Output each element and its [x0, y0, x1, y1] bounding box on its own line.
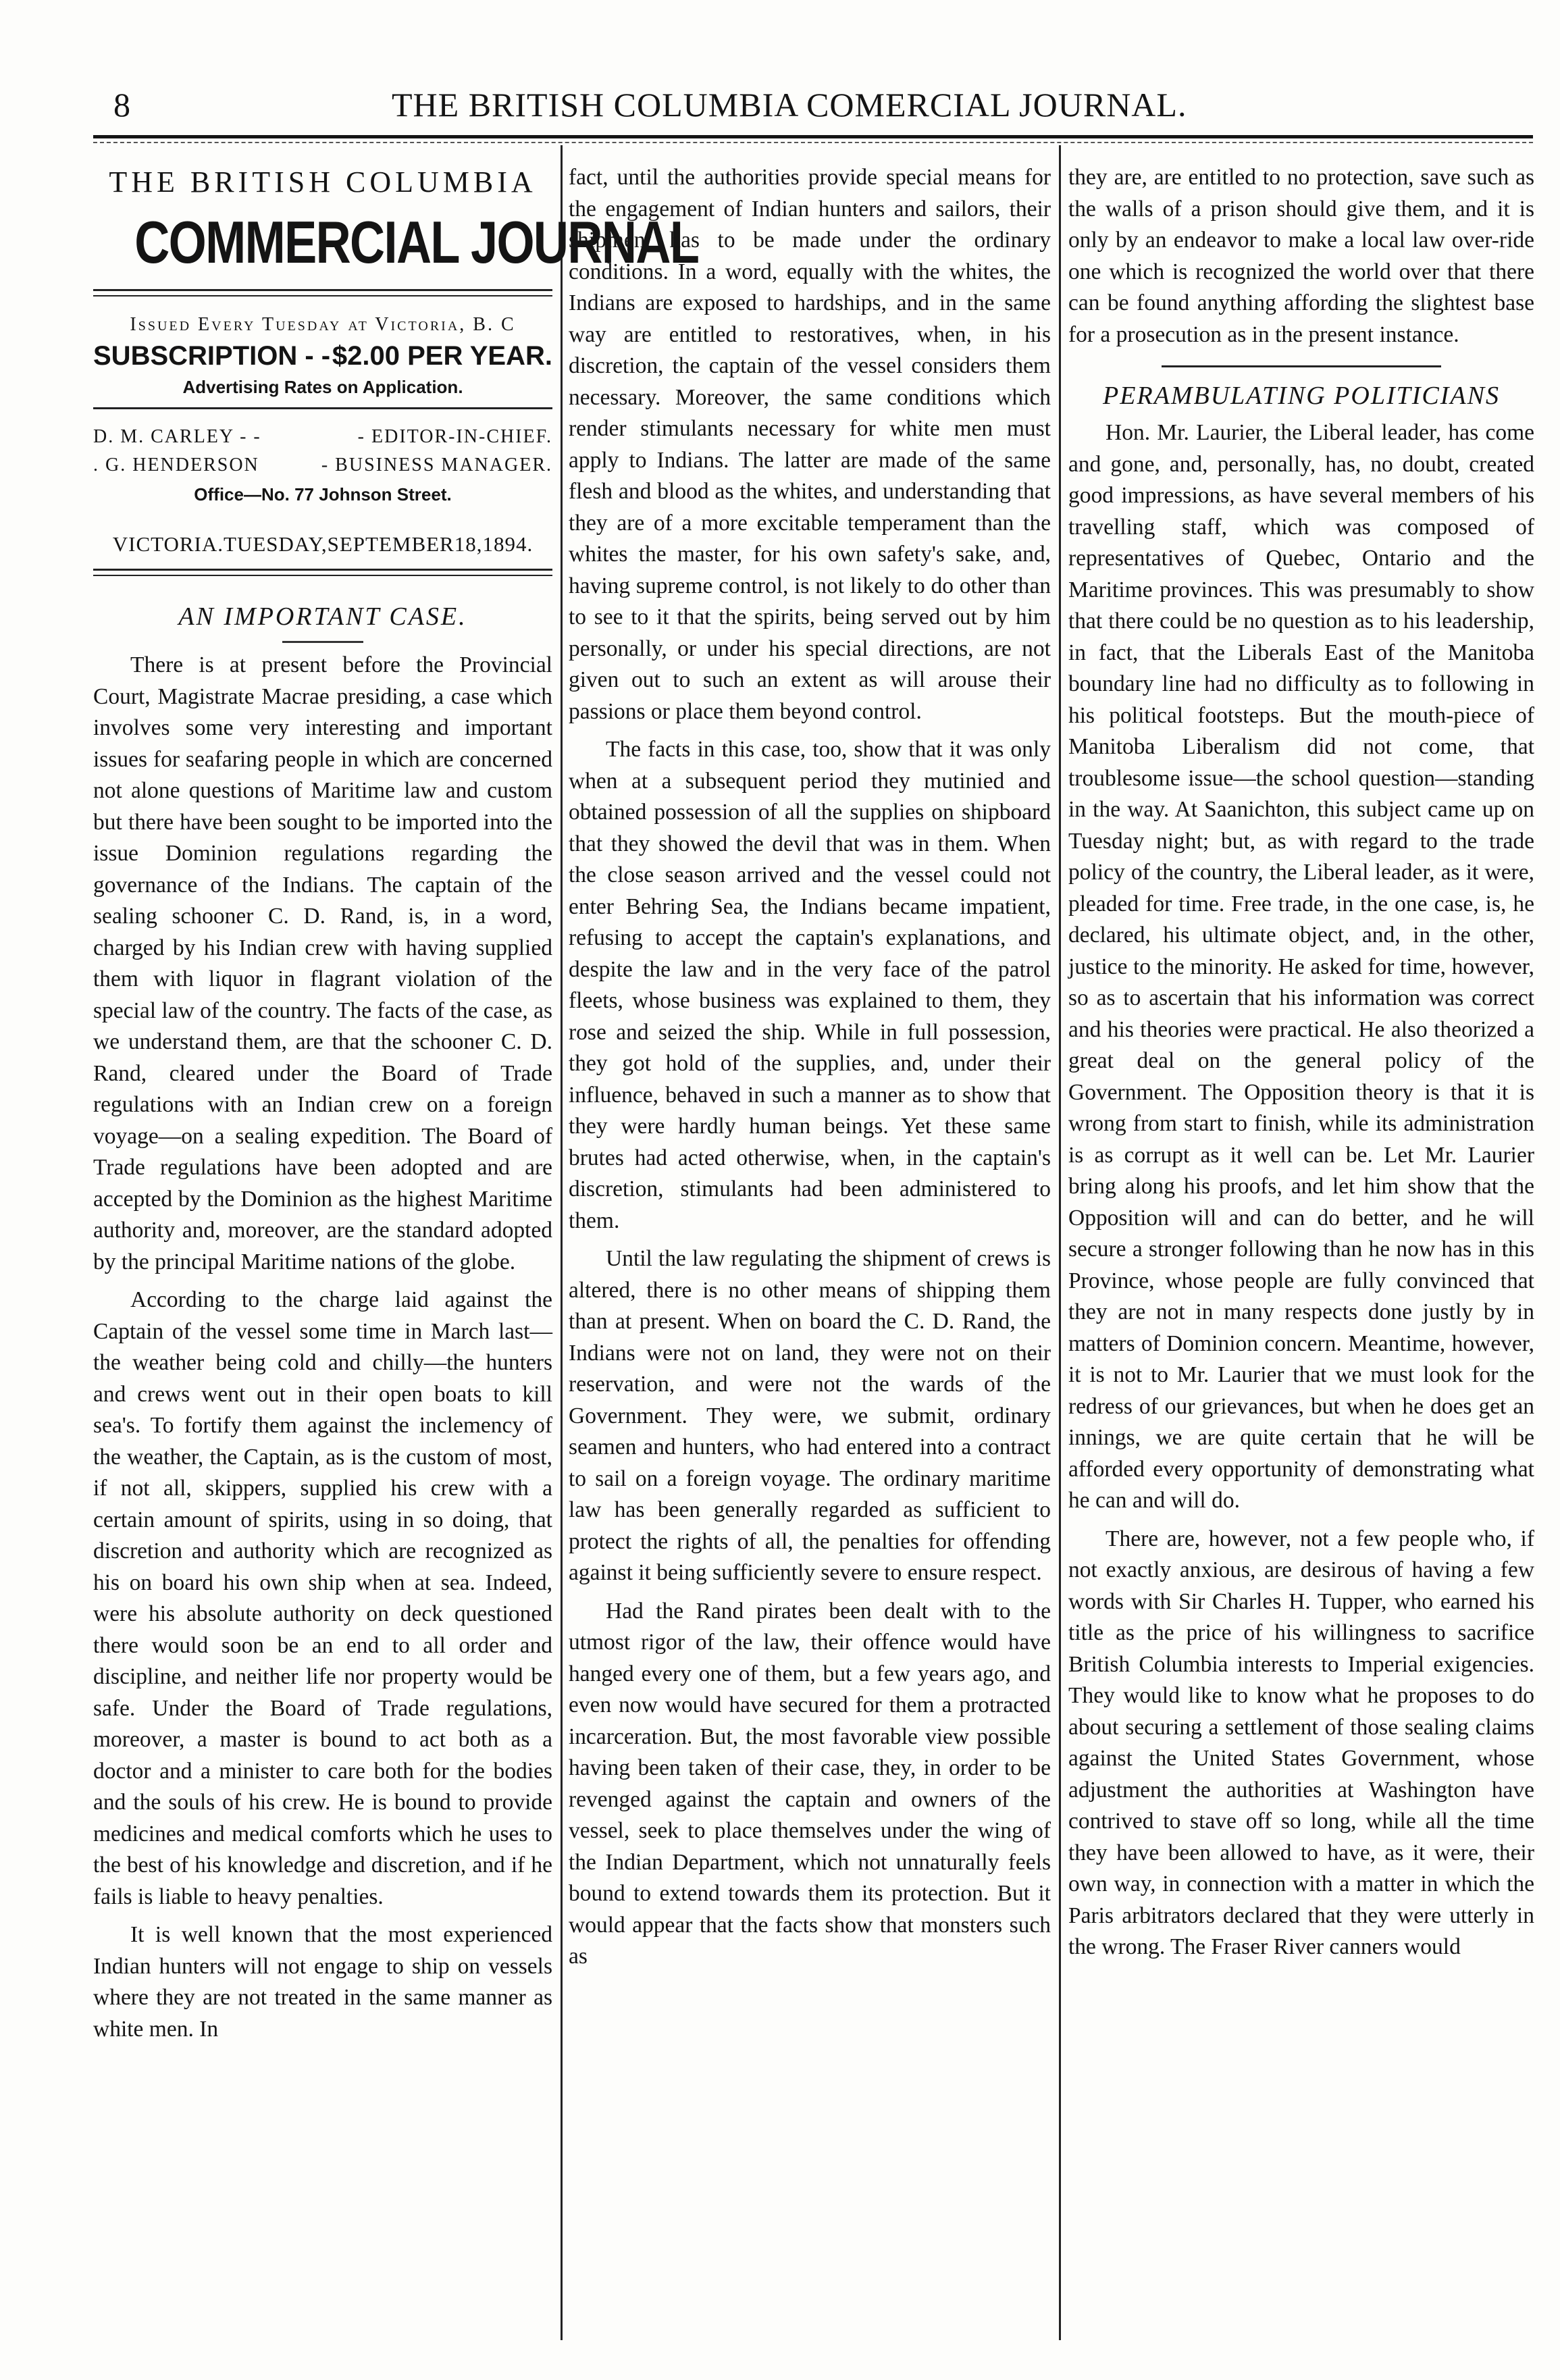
advertising-note: Advertising Rates on Application. — [182, 377, 463, 397]
column-1 — [93, 162, 699, 2364]
dateline: VICTORIA.TUESDAY,SEPTEMBER18,1894. — [112, 532, 534, 556]
header-rule-dashed — [93, 142, 1533, 143]
staff-role: - BUSINESS MANAGER. — [321, 455, 552, 475]
issue-line: Issued Every Tuesday at Victoria, B. C — [130, 314, 516, 335]
headline-rule — [282, 641, 363, 643]
subscription-label: SUBSCRIPTION - - — [93, 341, 331, 371]
article-paragraph: they are, are entitled to no protection, save such as the walls of a prison should give them, and it is only by an endeavor to make a local law over-ride one which is recognized the world over that there can be found anything affording the slightest base for a prosecution as in the present instance. — [1068, 165, 1534, 347]
article-paragraph: Had the Rand pirates been dealt with to the utmost rigor of the law, their offence would have hanged every one of them, but a few years ago, and even now would have secured for them a protracted incarceration. But, the most favorable view possible having been taken of their case, they, in order to be revenged against the captain and owners of the vessel, seek to place themselves under the wing of the Indian Department, which not unnaturally feels bound to extend towards them its protection. But it would appear that the facts show that monsters such as — [569, 1598, 1051, 1969]
staff-name: . G. HENDERSON — [93, 455, 259, 475]
article-paragraph: The facts in this case, too, show that it was only when at a subsequent period they mutinied and obtained possession of all the supplies on shipboard that they showed the devil that was in them. When the close season arrived and the vessel could not enter Behring Sea, the Indians became impatient, refusing to accept the captain's explanations, and despite the law and in the very face of the patrol fleets, whose business was explained to them, they rose and seized the ship. While in full possession, they got hold of the supplies, and, under their influence, behaved in such a manner as to show that they were hardly human beings. Yet these same brutes had acted otherwise, when, in the captain's discretion, stimulants had been administered to them. — [569, 737, 1051, 1233]
masthead-line-1: THE BRITISH COLUMBIA — [109, 165, 537, 199]
column-rule-2 — [1059, 145, 1061, 2340]
article-paragraph: fact, until the authorities provide special means for the engagement of Indian hunters and sailors, their shipment has to be made under the ordinary conditions. In a word, equally with the whites, the Indians are exposed to hardships, and in the same way are entitled to restoratives, when, in his discretion, the captain of the vessel considers them necessary. Moreover, the same conditions which render stimulants necessary for white men must apply to Indians. The latter are made of the same flesh and blood as the whites, and understanding that they are of a more excitable temperament than the whites the master, for his own safety's sake, and, having supreme control, is not likely to do other than to see to it that the spirits, being served out by him personally, or under his special directions, are not given out to such an extent as will arouse their passions or place them beyond control. — [569, 165, 1051, 724]
article-paragraph: It is well known that the most experienced Indian hunters will not engage to ship on vessels where they are not treated in the same manner as white men. In — [93, 1922, 552, 2042]
column-rule-1 — [561, 145, 563, 2340]
article-paragraph: There are, however, not a few people who, if not exactly anxious, are desirous of having a few words with Sir Charles H. Tupper, who earned his title as the price of his willingness to sacrifice British Columbia interests to Imperial exigencies. They would like to know what he proposes to do about securing a settlement of those sealing claims against the United States Government, whose adjustment the authorities at Washington have contrived to stave off so long, while all the time they have been allowed to have, as it were, their own way, in connection with a matter in which the Paris arbitrators declared that they were utterly in the wrong. The Fraser River canners would — [1068, 1526, 1534, 1959]
article-paragraph: There is at present before the Provincial Court, Magistrate Macrae presiding, a case which involves some very interesting and important issues for seafaring people in which are concerned not alone questions of Maritime law and custom but there have been sought to be imported into the issue Dominion regulations regarding the governance of the Indians. The captain of the sealing schooner C. D. Rand, is, in a word, charged by his Indian crew with having supplied them with liquor in flagrant violation of the special law of the country. The facts of the case, as we understand them, are that the schooner C. D. Rand, cleared under the Board of Trade regulations with an Indian crew on a foreign voyage—on a sealing expedition. The Board of Trade regulations have been adopted and are accepted by the Dominion as the highest Maritime authority and, moreover, are the standard adopted by the principal Maritime nations of the globe. — [93, 652, 552, 1274]
header-rule — [93, 135, 1533, 138]
column-2 — [569, 162, 1051, 2364]
section-rule — [1162, 365, 1441, 367]
article-paragraph: Hon. Mr. Laurier, the Liberal leader, has come and gone, and, personally, has, no doubt, created good impressions, as have several members of his travelling staff, which was composed of representatives of Quebec, Ontario and the Maritime provinces. This was presumably to show that there could be no question as to his leadership, in fact, that the Liberals East of the Manitoba boundary line had no difficulty as to following in his political footsteps. But the mouth-piece of Manitoba Liberalism did not come, that troublesome issue—the school question—standing in the way. At Saanichton, this subject came up on Tuesday night; but, as with regard to the trade policy of the country, the Liberal leader, as it were, pleaded for time. Free trade, in the one case, is, he declared, his ultimate object, and, in the other, justice to the minority. He asked for time, however, so as to ascertain that his information was correct and his theories were practical. He also theorized a great deal on the general policy of the Government. The Opposition theory is that it is wrong from start to finish, while its administration is as corrupt as it well can be. Let Mr. Laurier bring along his proofs, and let him show that the Opposition will and can do better, and he will secure a stronger following than he now has in this Province, whose people are fully convinced that they are not in many respects done justly by in matters of Dominion concern. Meantime, however, it is not to Mr. Laurier that we must look for the redress of our grievances, but when he does get an innings, we are quite certain that he will be afforded every opportunity of demonstrating what he can and will do. — [1068, 420, 1534, 1513]
subscription-line — [93, 338, 552, 373]
running-head — [0, 84, 1560, 138]
staff-role: - EDITOR-IN-CHIEF. — [357, 426, 552, 447]
masthead-title: COMMERCIAL JOURNAL — [134, 209, 699, 276]
masthead-rule-2 — [93, 407, 552, 409]
subscription-price: $2.00 PER YEAR. — [332, 341, 552, 371]
masthead-rule — [93, 289, 552, 296]
article-paragraph: According to the charge laid against the Captain of the vessel some time in March last—the weather being cold and chilly—the hunters and crews went out in their open boats to kill sea's. To fortify them against the inclemency of the weather, the Captain, as is the custom of most, if not all, skippers, supplied his crew with a certain amount of spirits, using in so doing, that discretion and authority which are recognized as his on board his own ship when at sea. Indeed, were his absolute authority on deck questioned there would soon be an end to all order and discipline, and neither life nor property would be safe. Under the Board of Trade regulations, moreover, a master is bound to act both as a doctor and a minister to care both for the bodies and the souls of his crew. He is bound to provide medicines and medical comforts which he uses to the best of his knowledge and discretion, and if he fails is liable to heavy penalties. — [93, 1287, 552, 1909]
column-3 — [1068, 162, 1534, 2364]
staff-manager — [93, 451, 552, 480]
page-number: 8 — [113, 86, 130, 124]
staff-editor — [93, 423, 552, 451]
office-address: Office—No. 77 Johnson Street. — [194, 484, 452, 505]
masthead — [93, 163, 699, 576]
article-headline: PERAMBULATING POLITICIANS — [1103, 382, 1500, 410]
dateline-rule — [93, 569, 552, 576]
article-headline: AN IMPORTANT CASE. — [178, 602, 467, 631]
staff-name: D. M. CARLEY - - — [93, 426, 261, 447]
article-paragraph: Until the law regulating the shipment of crews is altered, there is no other means of shipping them than at present. When on board the C. D. Rand, the Indians were not on land, they were not on their reservation, and were not the wards of the Government. They were, we submit, ordinary seamen and hunters, who had entered into a contract to sail on a foreign voyage. The ordinary maritime law has been generally regarded as sufficient to protect the rights of all, the penalties for offending against it being sufficiently severe to ensure respect. — [569, 1246, 1051, 1585]
running-title: THE BRITISH COLUMBIA COMERCIAL JOURNAL. — [392, 86, 1187, 124]
